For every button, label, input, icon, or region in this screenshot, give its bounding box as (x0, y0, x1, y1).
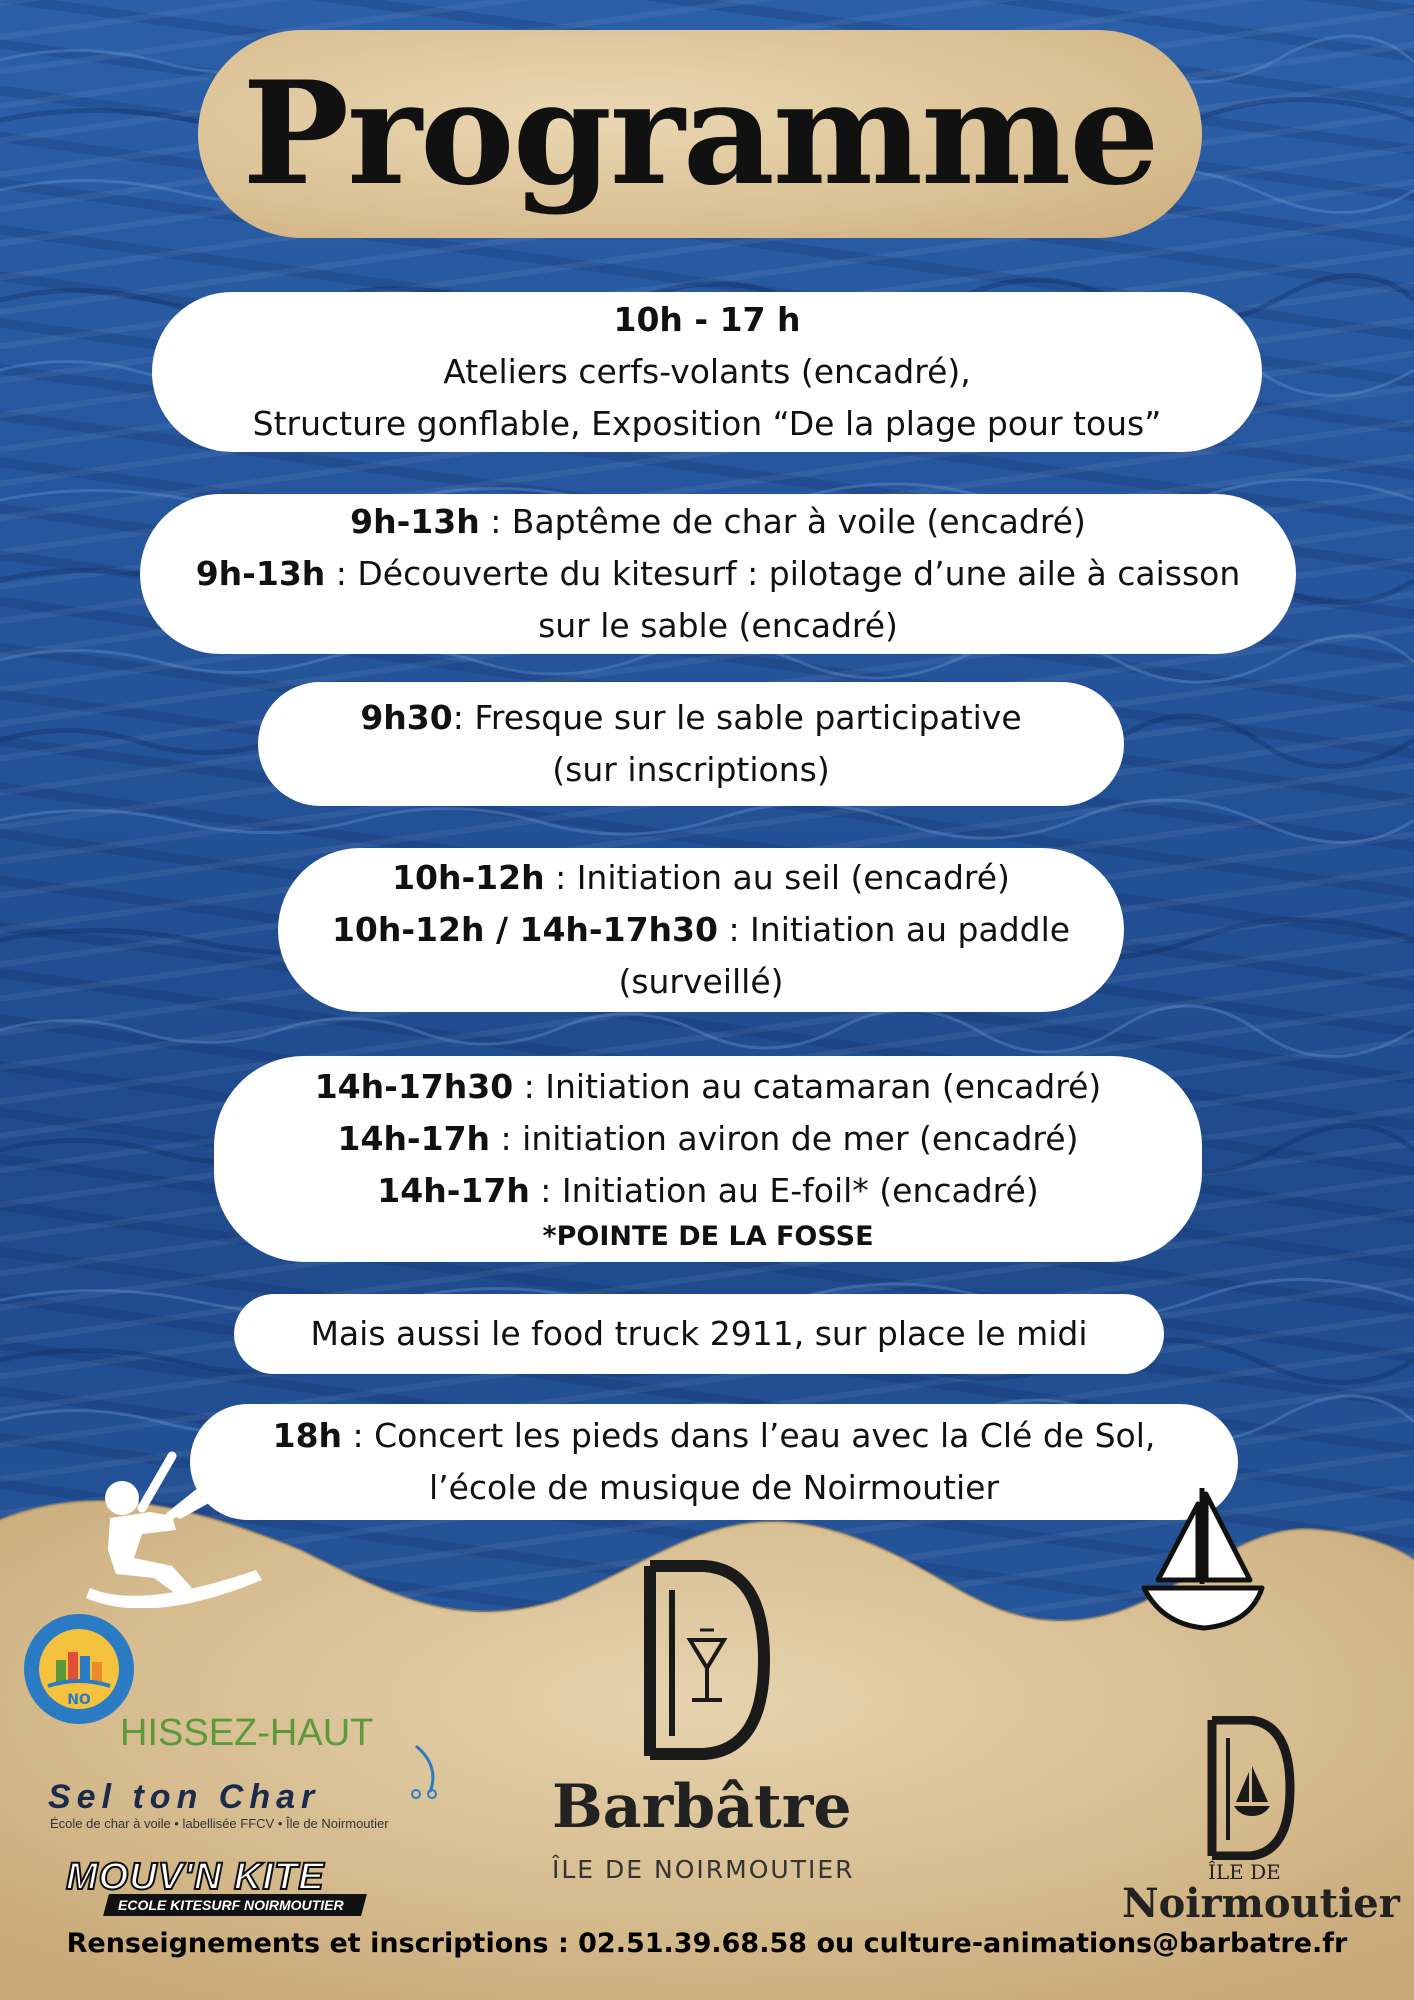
schedule-block-char-kitesurf (140, 494, 1296, 654)
activity-text: : Initiation au paddle (717, 910, 1071, 949)
time-label: 14h-17h30 (314, 1067, 514, 1106)
time-label: 9h-13h (350, 502, 480, 541)
location-note: *POINTE DE LA FOSSE (542, 1221, 874, 1252)
barbatre-emblem-icon (642, 1560, 772, 1760)
sel-ton-char-tagline: École de char à voile • labellisée FFCV • Île de Noirmoutier (50, 1816, 389, 1831)
kite-wind-icon (396, 1742, 446, 1802)
time-label: 10h-12h / 14h-17h30 (331, 910, 718, 949)
schedule-block-catamaran-efoil (214, 1056, 1202, 1262)
sel-ton-char-logo: Sel ton Char (48, 1778, 321, 1816)
barbatre-logo-subtitle: ÎLE DE NOIRMOUTIER (552, 1855, 855, 1884)
schedule-block-fresque (258, 682, 1124, 806)
mouv-n-kite-logo: MOUV'N KITE (66, 1856, 325, 1898)
schedule-block-kites (152, 292, 1262, 452)
barbatre-logo-text: Barbâtre (552, 1772, 852, 1842)
activity-text: : Fresque sur le sable participative (452, 698, 1022, 737)
time-label: 10h - 17 h (613, 300, 801, 339)
time-label: 14h-17h (337, 1119, 491, 1158)
swim-club-badge-icon (22, 1612, 136, 1726)
activity-text: l’école de musique de Noirmoutier (428, 1468, 1000, 1507)
swim-club-initials: NO (67, 1692, 91, 1708)
sailboat-icon (1138, 1484, 1268, 1634)
activity-text: : Initiation au E-foil* (encadré) (529, 1171, 1039, 1210)
activity-text: : Initiation au seil (encadré) (544, 858, 1010, 897)
schedule-block-food-truck (234, 1294, 1164, 1374)
activity-text: Structure gonflable, Exposition “De la plage pour tous” (252, 404, 1162, 443)
activity-text: : Baptême de char à voile (encadré) (479, 502, 1086, 541)
activity-text: : Découverte du kitesurf : pilotage d’une aile à caisson (325, 554, 1241, 593)
activity-text: : Initiation au catamaran (encadré) (513, 1067, 1102, 1106)
noirmoutier-emblem-icon (1206, 1716, 1296, 1860)
kitesurfer-icon (80, 1438, 270, 1608)
time-label: 10h-12h (392, 858, 545, 897)
contact-footer: Renseignements et inscriptions : 02.51.39.68.58 ou culture-animations@barbatre.fr (66, 1928, 1348, 1959)
activity-text: Ateliers cerfs-volants (encadré), (443, 352, 971, 391)
activity-text: sur le sable (encadré) (538, 606, 898, 645)
title-banner (198, 30, 1202, 238)
activity-text: (surveillé) (618, 962, 784, 1001)
activity-text: Mais aussi le food truck 2911, sur place le midi (310, 1314, 1088, 1353)
time-label: 14h-17h (377, 1171, 530, 1210)
activity-text: : initiation aviron de mer (encadré) (490, 1119, 1079, 1158)
time-label: 9h-13h (195, 554, 326, 593)
page-title: Programme (242, 51, 1158, 217)
time-label: 9h30 (360, 698, 453, 737)
mouv-n-kite-tagline: ECOLE KITESURF NOIRMOUTIER (118, 1897, 344, 1913)
activity-text: (sur inscriptions) (552, 750, 830, 789)
hissez-haut-logo: HISSEZ-HAUT (120, 1712, 374, 1754)
activity-text: : Concert les pieds dans l’eau avec la Clé de Sol, (342, 1416, 1156, 1455)
noirmoutier-logo-prefix: ÎLE DE (1208, 1860, 1281, 1884)
time-label: 18h (272, 1416, 343, 1455)
schedule-block-seil-paddle (278, 848, 1124, 1012)
noirmoutier-logo-text: Noirmoutier (1122, 1880, 1400, 1927)
schedule-block-concert (190, 1404, 1238, 1520)
